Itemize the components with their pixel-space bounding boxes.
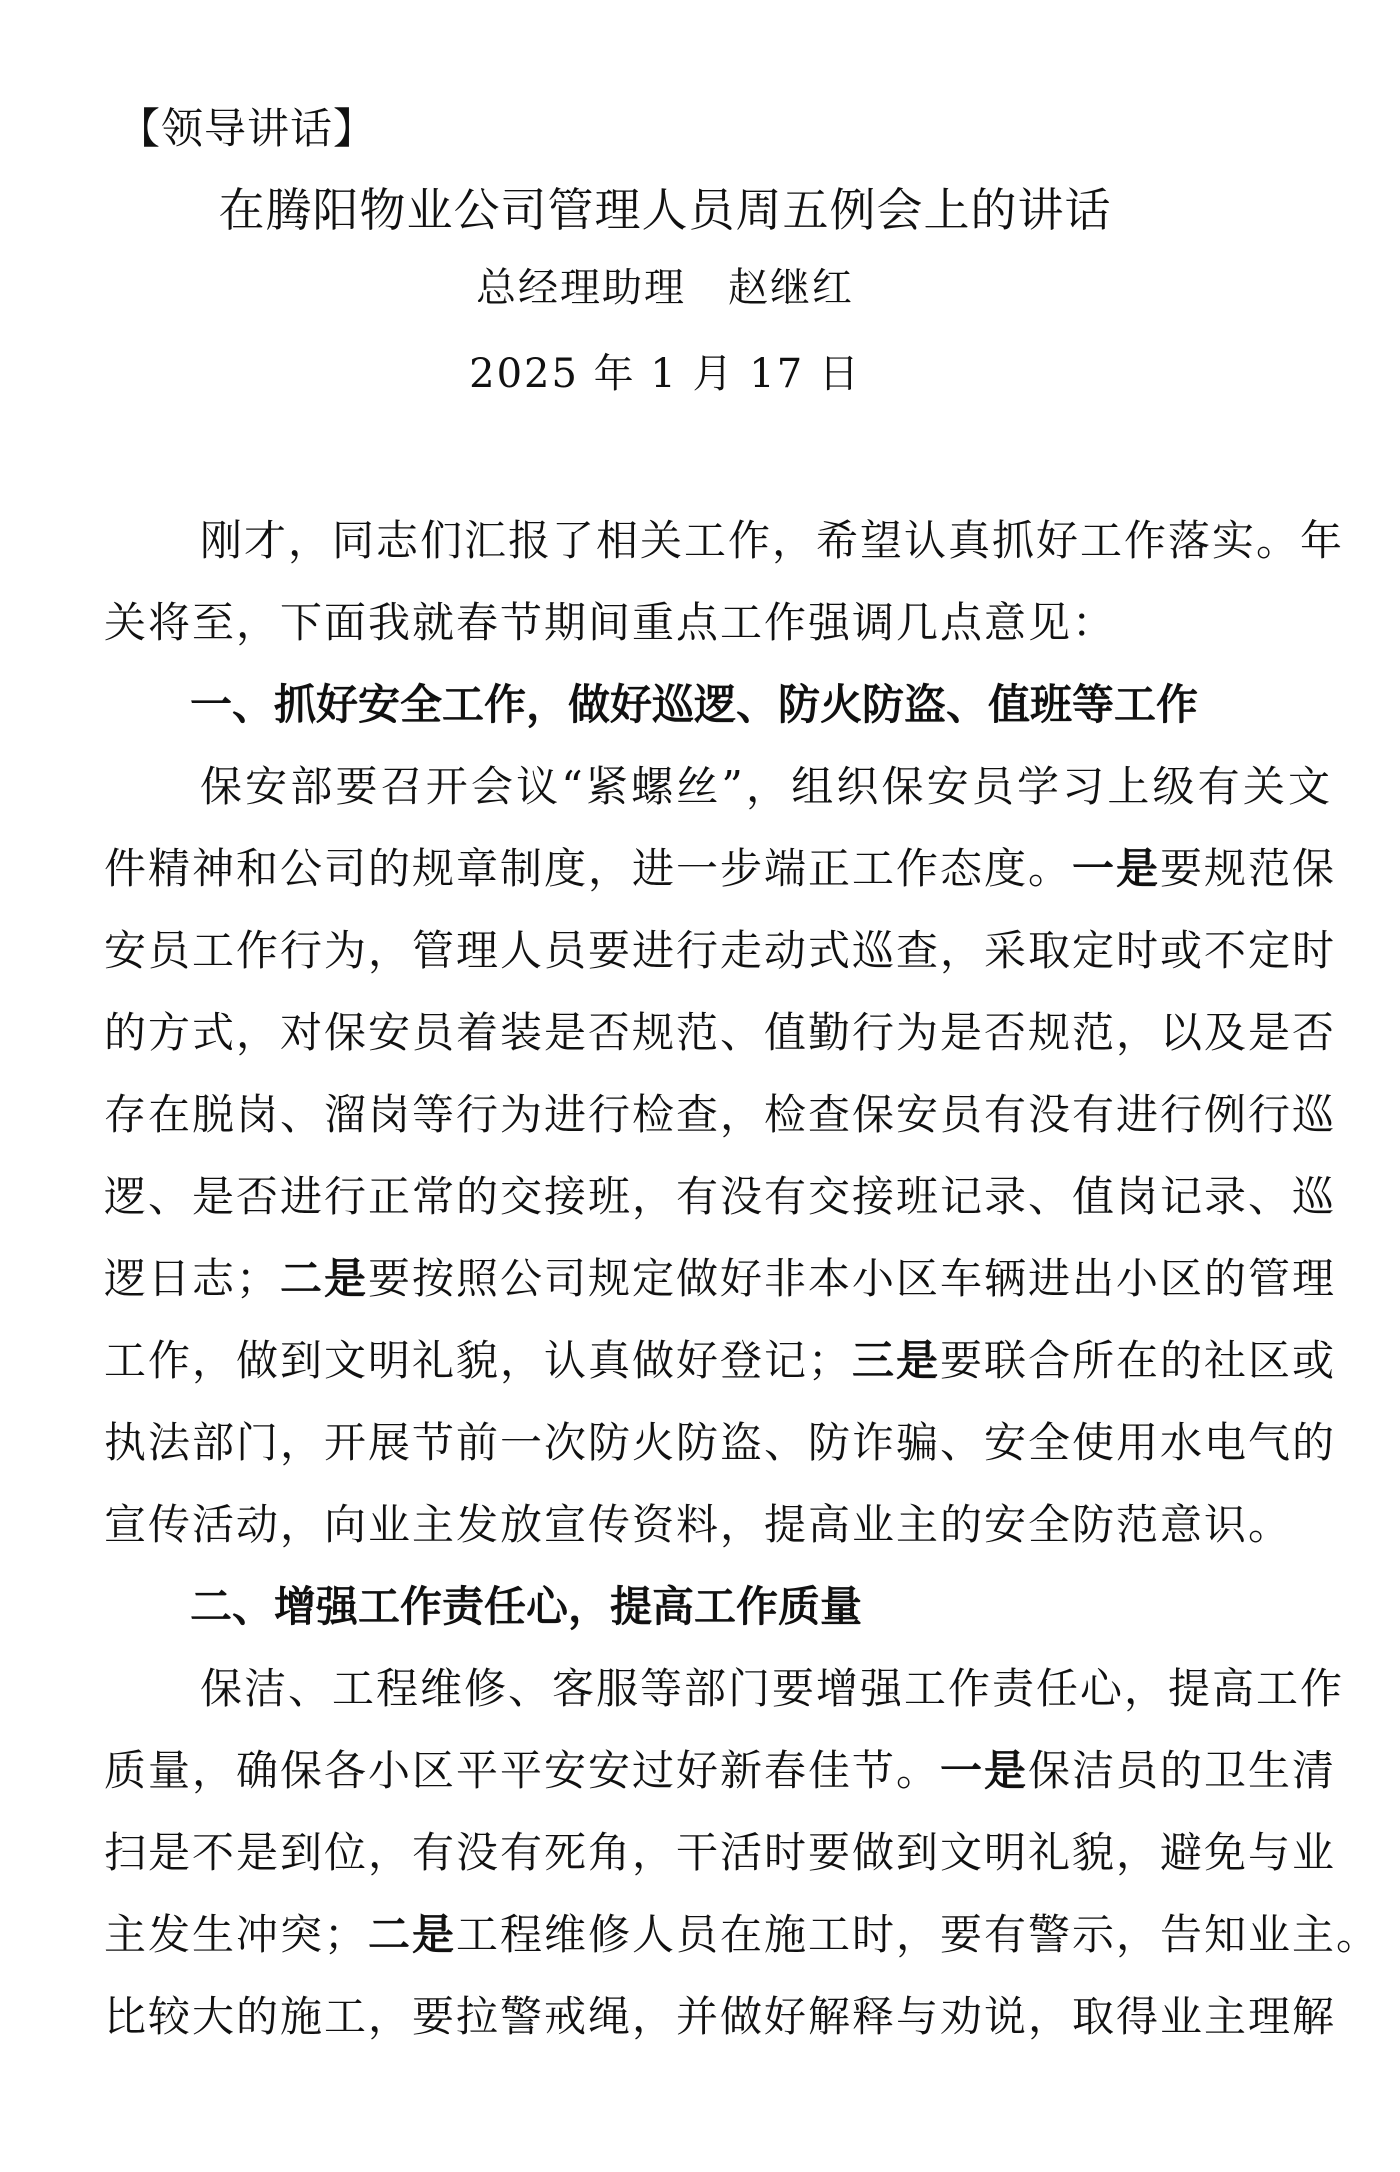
line-text: 执法部门，开展节前一次防火防盗、防诈骗、安全使用水电气的 — [104, 1418, 1337, 1467]
line-text: 保安部要召开会议“紧螺丝”，组织保安员学习上级有关文 — [200, 762, 1332, 811]
line-text: 的方式，对保安员着装是否规范、值勤行为是否规范，以及是否 — [104, 1008, 1337, 1057]
section-heading — [104, 1572, 1332, 1654]
line-text: 安员工作行为，管理人员要进行走动式巡查，采取定时或不定时 — [104, 926, 1337, 975]
speech-date: 2025 年 1 月 17 日 — [469, 351, 861, 397]
paragraph-line — [104, 752, 1332, 834]
paragraph-line — [104, 506, 1345, 588]
line-text: 关将至，下面我就春节期间重点工作强调几点意见： — [104, 598, 1117, 647]
emphasis-marker: 三是 — [852, 1336, 941, 1385]
line-text: 逻、是否进行正常的交接班，有没有交接班记录、值岗记录、巡 — [104, 1172, 1337, 1221]
line-text: 保洁员的卫生清 — [1028, 1746, 1337, 1795]
line-text: 宣传活动，向业主发放宣传资料，提高业主的安全防范意识。 — [104, 1500, 1293, 1549]
line-text: 刚才，同志们汇报了相关工作，希望认真抓好工作落实。年 — [200, 516, 1345, 565]
line-text: 质量，确保各小区平平安安过好新春佳节。 — [104, 1746, 941, 1795]
speech-title: 在腾阳物业公司管理人员周五例会上的讲话 — [218, 183, 1112, 237]
line-text: 工程维修人员在施工时，要有警示，告知业主。 — [456, 1910, 1381, 1959]
paragraph-line — [104, 834, 1337, 916]
line-text: 存在脱岗、溜岗等行为进行检查，检查保安员有没有进行例行巡 — [104, 1090, 1337, 1139]
line-text: 一、抓好安全工作，做好巡逻、防火防盗、值班等工作 — [190, 680, 1199, 729]
line-text: 工作，做到文明礼貌，认真做好登记； — [104, 1336, 853, 1385]
emphasis-marker: 二是 — [368, 1910, 457, 1959]
paragraph-line — [104, 998, 1337, 1080]
line-text: 件精神和公司的规章制度，进一步端正工作态度。 — [104, 844, 1073, 893]
line-text: 比较大的施工，要拉警戒绳，并做好解释与劝说，取得业主理解 — [104, 1992, 1337, 2041]
line-text: 要按照公司规定做好非本小区车辆进出小区的管理 — [368, 1254, 1337, 1303]
paragraph-line — [104, 1982, 1337, 2064]
paragraph-line — [104, 1080, 1337, 1162]
line-text: 保洁、工程维修、客服等部门要增强工作责任心，提高工作 — [200, 1664, 1345, 1713]
category-tag: 【领导讲话】 — [118, 104, 377, 153]
paragraph-line — [104, 1654, 1345, 1736]
paragraph-line — [104, 1162, 1337, 1244]
emphasis-marker: 二是 — [280, 1254, 369, 1303]
paragraph-line — [104, 1818, 1337, 1900]
paragraph-line — [104, 1408, 1337, 1490]
paragraph-line — [104, 588, 1332, 670]
line-text: 要联合所在的社区或 — [940, 1336, 1337, 1385]
paragraph-line — [104, 1244, 1337, 1326]
line-text: 主发生冲突； — [104, 1910, 369, 1959]
paragraph-line — [104, 916, 1337, 998]
line-text: 二、增强工作责任心，提高工作质量 — [190, 1582, 863, 1631]
emphasis-marker: 一是 — [940, 1746, 1029, 1795]
speech-body — [104, 506, 1381, 2064]
line-text: 要规范保 — [1160, 844, 1337, 893]
paragraph-line — [104, 1326, 1337, 1408]
paragraph-line — [104, 1736, 1337, 1818]
paragraph-line — [104, 1490, 1332, 1572]
emphasis-marker: 一是 — [1072, 844, 1161, 893]
line-text: 逻日志； — [104, 1254, 281, 1303]
paragraph-line — [104, 1900, 1381, 1982]
speaker-byline: 总经理助理 赵继红 — [476, 265, 854, 311]
line-text: 扫是不是到位，有没有死角，干活时要做到文明礼貌，避免与业 — [104, 1828, 1337, 1877]
section-heading — [104, 670, 1332, 752]
